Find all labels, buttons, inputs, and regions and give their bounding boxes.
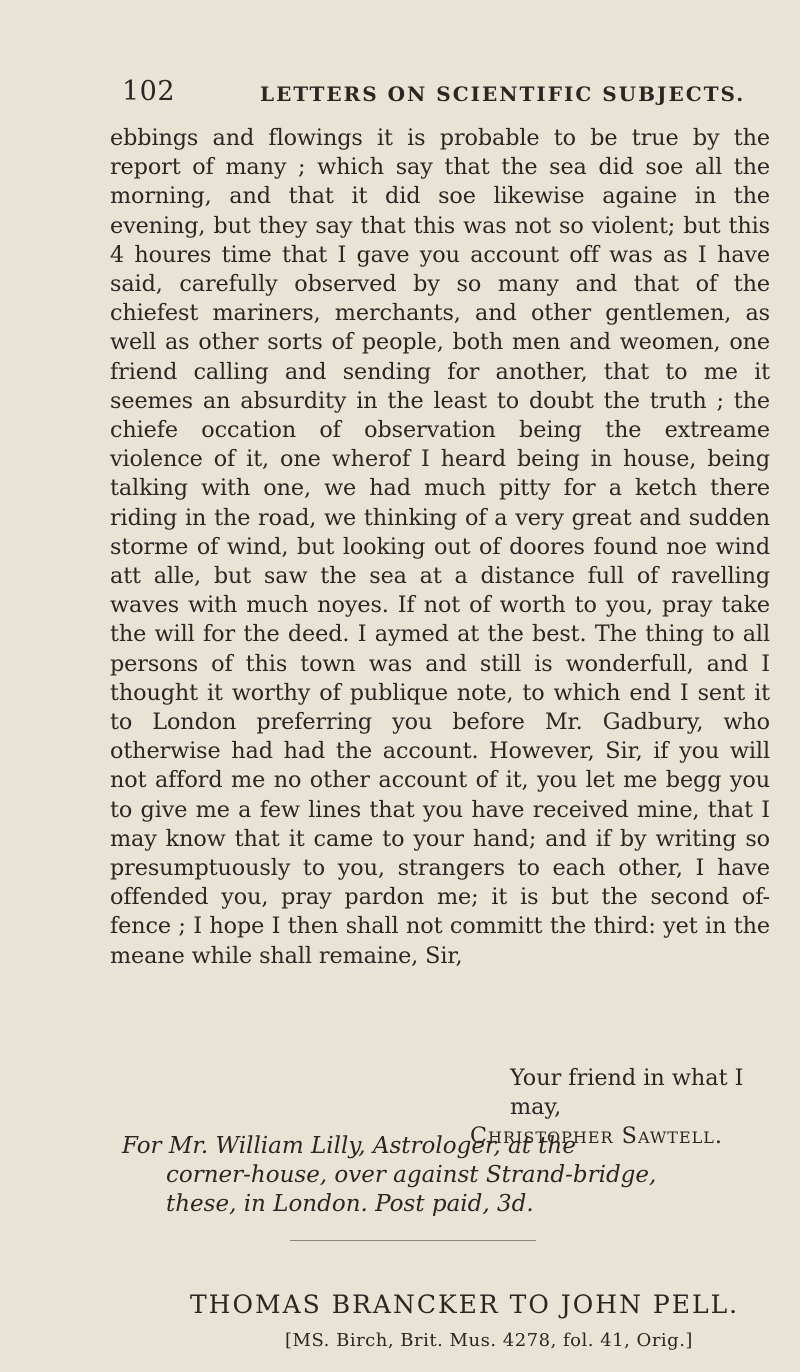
section-divider xyxy=(290,1240,536,1241)
running-head: LETTERS ON SCIENTIFIC SUBJECTS. xyxy=(260,82,746,106)
closing-line: Your friend in what I may, xyxy=(510,1065,744,1120)
address-line: these, in London. Post paid, 3d. xyxy=(166,1191,534,1217)
signature: Christopher Sawtell. xyxy=(470,1123,723,1149)
source-citation: [MS. Birch, Brit. Mus. 4278, fol. 41, Orig.] xyxy=(285,1330,693,1351)
address-line: For Mr. William Lilly, Astrologer, at the xyxy=(122,1133,576,1159)
letter-address xyxy=(122,1132,762,1219)
address-line: corner-house, over against Strand-bridge, xyxy=(166,1162,657,1188)
letter-body xyxy=(110,124,770,971)
letter-heading: THOMAS BRANCKER TO JOHN PELL. xyxy=(190,1290,740,1319)
letter-paragraph: ebbings and flowings it is probable to be true by the report of many ; which say that the sea did soe all the morning, and that it did soe likewise againe in the evening, but they say that this was not so violent; but this 4 houres time that I gave you account off was as I have said, carefully observed by so many and that of the chiefest mariners, merchants, and other gentlemen, as well as other sorts of people, both men and weomen, one friend calling and sending for another, that to me it seemes an absurdity in the least to doubt the truth ; the chiefe occation of observation being the extreame violence of it, one wherof I heard being in house, being talking with one, we had much pitty for a ketch there riding in the road, we thinking of a very great and sudden storme of wind, but looking out of doores found noe wind att alle, but saw the sea at a distance full of ravelling waves with much noyes. If not of worth to you, pray take the will for the deed. I aymed at the best. The thing to all persons of this town was and still is wonderfull, and I thought it worthy of publique note, to which end I sent it to London preferring you before Mr. Gadbury, who otherwise had had the account. However, Sir, if you will not afford me no other account of it, you let me begg you to give me a few lines that you have received mine, that I may know that it came to your hand; and if by writing so presumptuously to you, strangers to each other, I have offended you, pray pardon me; it is but the second of- fence ; I hope I then shall not committ the third: yet in the meane while shall remaine, Sir, xyxy=(110,125,770,969)
page-number: 102 xyxy=(122,76,176,107)
page-header xyxy=(122,76,770,116)
